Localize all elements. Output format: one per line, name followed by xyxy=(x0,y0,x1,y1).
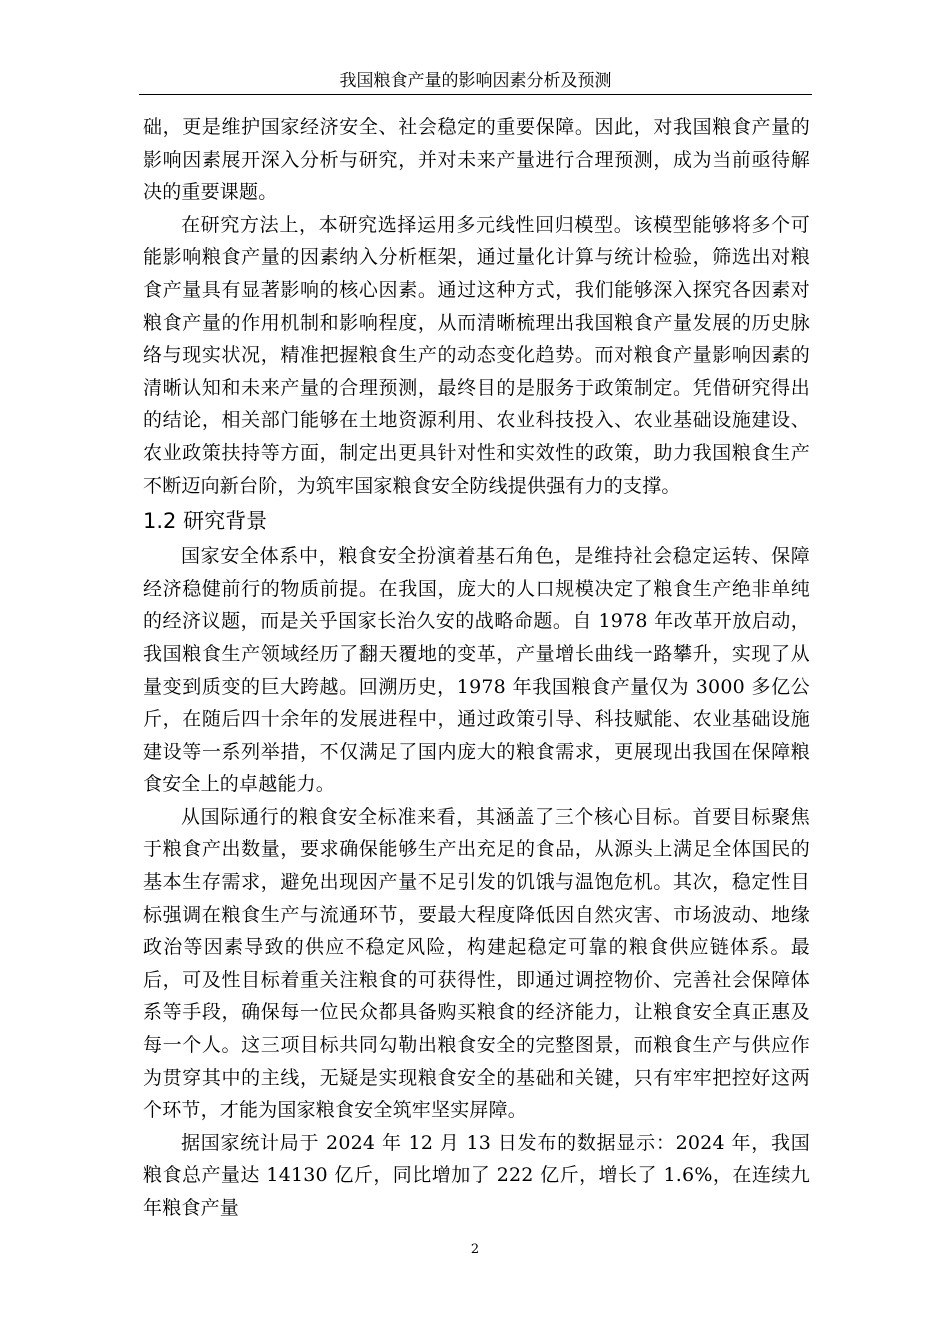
paragraph-continuation: 础，更是维护国家经济安全、社会稳定的重要保障。因此，对我国粮食产量的影响因素展开深入分析与研究，并对未来产量进行合理预测，成为当前亟待解决的重要课题。 xyxy=(143,116,810,204)
document-body xyxy=(143,111,810,1225)
section-heading: 1.2 研究背景 xyxy=(143,509,268,534)
header-rule xyxy=(139,94,812,95)
running-header: 我国粮食产量的影响因素分析及预测 xyxy=(339,71,612,91)
page-number: 2 xyxy=(470,1242,480,1257)
paragraph-background-2: 从国际通行的粮食安全标准来看，其涵盖了三个核心目标。首要目标聚焦于粮食产出数量，要求确保能够生产出充足的食品，从源头上满足全体国民的基本生存需求，避免出现因产量不足引发的饥饿与温饱危机。其次，稳定性目标强调在粮食生产与流通环节，要最大程度降低因自然灾害、市场波动、地缘政治等因素导致的供应不稳定风险，构建起稳定可靠的粮食供应链体系。最后，可及性目标着重关注粮食的可获得性，即通过调控物价、完善社会保障体系等手段，确保每一位民众都具备购买粮食的经济能力，让粮食安全真正惠及每一个人。这三项目标共同勾勒出粮食安全的完整图景，而粮食生产与供应作为贯穿其中的主线，无疑是实现粮食安全的基础和关键，只有牢牢把控好这两个环节，才能为国家粮食安全筑牢坚实屏障。 xyxy=(143,805,810,1122)
paragraph-background-1: 国家安全体系中，粮食安全扮演着基石角色，是维持社会稳定运转、保障经济稳健前行的物质前提。在我国，庞大的人口规模决定了粮食生产绝非单纯的经济议题，而是关乎国家长治久安的战略命题。自 1978 年改革开放启动，我国粮食生产领域经历了翻天覆地的变革，产量增长曲线一路攀升，实现了从量变到质变的巨大跨越。回溯历史，1978 年我国粮食产量仅为 3000 多亿公斤，在随后四十余年的发展进程中，通过政策引导、科技赋能、农业基础设施建设等一系列举措，不仅满足了国内庞大的粮食需求，更展现出我国在保障粮食安全上的卓越能力。 xyxy=(143,545,810,796)
paragraph-background-3: 据国家统计局于 2024 年 12 月 13 日发布的数据显示：2024 年，我国粮食总产量达 14130 亿斤，同比增加了 222 亿斤，增长了 1.6%，在连续九年粮食产量 xyxy=(143,1131,810,1219)
paragraph-research-method: 在研究方法上，本研究选择运用多元线性回归模型。该模型能够将多个可能影响粮食产量的因素纳入分析框架，通过量化计算与统计检验，筛选出对粮食产量具有显著影响的核心因素。通过这种方式，我们能够深入探究各因素对粮食产量的作用机制和影响程度，从而清晰梳理出我国粮食产量发展的历史脉络与现实状况，精准把握粮食生产的动态变化趋势。而对粮食产量影响因素的清晰认知和未来产量的合理预测，最终目的是服务于政策制定。凭借研究得出的结论，相关部门能够在土地资源利用、农业科技投入、农业基础设施建设、农业政策扶持等方面，制定出更具针对性和实效性的政策，助力我国粮食生产不断迈向新台阶，为筑牢国家粮食安全防线提供强有力的支撑。 xyxy=(143,213,810,497)
